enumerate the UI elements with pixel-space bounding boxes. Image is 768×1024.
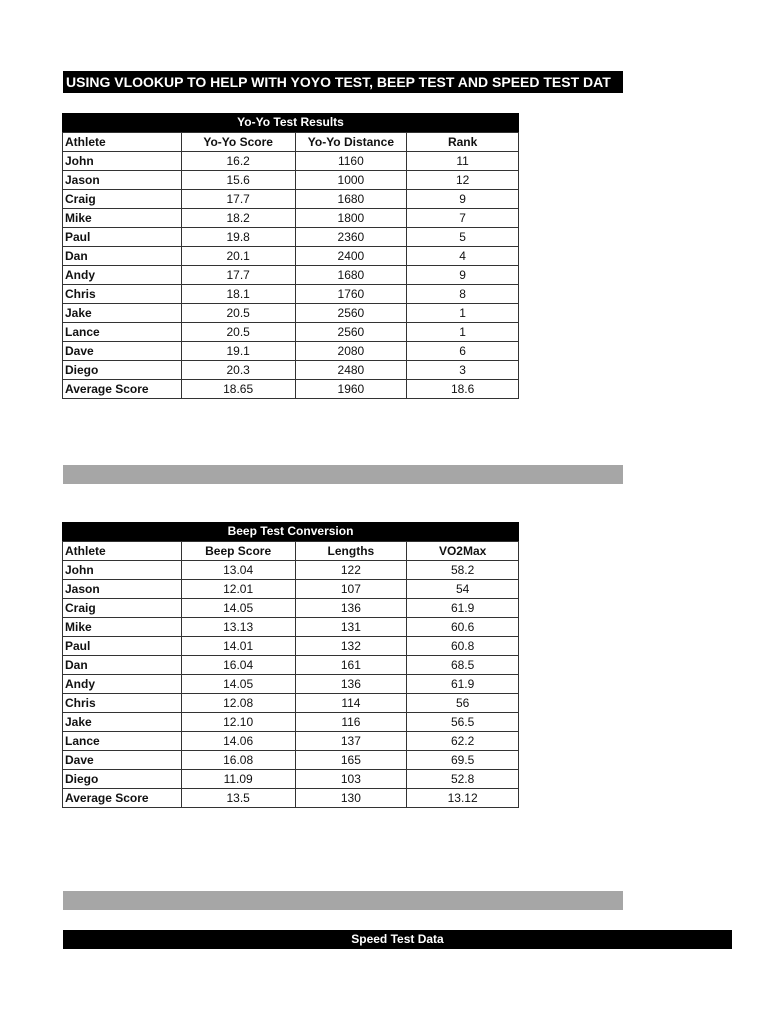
table-cell: Diego [63,770,182,789]
table-cell: Andy [63,675,182,694]
table-row [63,285,519,304]
table-cell: Jake [63,713,182,732]
table-cell: 5 [407,228,519,247]
section-divider [63,465,623,484]
table-cell: Chris [63,694,182,713]
table-cell: Lance [63,732,182,751]
table-cell: 16.08 [181,751,295,770]
table-cell: Dave [63,751,182,770]
column-header: Yo-Yo Score [181,133,295,152]
table-cell: 12.10 [181,713,295,732]
table-cell: 2360 [295,228,407,247]
table-row [63,637,519,656]
table-cell: 2560 [295,323,407,342]
table-cell: 116 [295,713,407,732]
table-cell: 1160 [295,152,407,171]
header-row [63,133,519,152]
table-cell: 9 [407,266,519,285]
table-cell: Mike [63,209,182,228]
table-cell: 6 [407,342,519,361]
table-cell: 131 [295,618,407,637]
table-row [63,209,519,228]
table-cell: Jason [63,171,182,190]
table-cell: 14.06 [181,732,295,751]
header-row [63,542,519,561]
table-row [63,599,519,618]
table-cell: 7 [407,209,519,228]
table-cell: 13.04 [181,561,295,580]
table-cell: 3 [407,361,519,380]
table-cell: 15.6 [181,171,295,190]
table-cell: 2560 [295,304,407,323]
table-cell: 12.01 [181,580,295,599]
column-header: Athlete [63,133,182,152]
table-cell: Craig [63,599,182,618]
table-cell: 136 [295,675,407,694]
table-cell: 69.5 [407,751,519,770]
table-row [63,323,519,342]
table-cell: 2080 [295,342,407,361]
table-cell: 1 [407,323,519,342]
table-cell: Average Score [63,789,182,808]
table-cell: 18.1 [181,285,295,304]
table-row [63,656,519,675]
table-cell: 1000 [295,171,407,190]
table-row [63,732,519,751]
table-cell: 1680 [295,190,407,209]
column-header: Athlete [63,542,182,561]
table-cell: 16.04 [181,656,295,675]
table-cell: Average Score [63,380,182,399]
table-row [63,580,519,599]
table-cell: 16.2 [181,152,295,171]
table-cell: 13.12 [407,789,519,808]
table-cell: 20.5 [181,304,295,323]
beep-conversion-table [62,522,519,808]
table-cell: 132 [295,637,407,656]
table-cell: 165 [295,751,407,770]
table-cell: 2400 [295,247,407,266]
table-cell: 122 [295,561,407,580]
table-cell: 136 [295,599,407,618]
table-row [63,361,519,380]
table-cell: 1680 [295,266,407,285]
table-cell: John [63,561,182,580]
table-cell: Chris [63,285,182,304]
table-cell: Dan [63,247,182,266]
table-cell: Lance [63,323,182,342]
column-header: VO2Max [407,542,519,561]
table-cell: 4 [407,247,519,266]
table-row [63,675,519,694]
table-cell: John [63,152,182,171]
table-cell: 54 [407,580,519,599]
table-cell: 12.08 [181,694,295,713]
table-cell: 1760 [295,285,407,304]
table-row [63,152,519,171]
table-cell: 18.6 [407,380,519,399]
table-cell: 12 [407,171,519,190]
beep-table-caption: Beep Test Conversion [62,522,519,541]
table-cell: 20.5 [181,323,295,342]
table-cell: 68.5 [407,656,519,675]
table-row [63,694,519,713]
table-cell: 137 [295,732,407,751]
table-cell: 20.1 [181,247,295,266]
table-cell: Diego [63,361,182,380]
table-cell: 161 [295,656,407,675]
table-cell: Jason [63,580,182,599]
table-cell: 61.9 [407,599,519,618]
table-cell: 18.65 [181,380,295,399]
table-cell: Jake [63,304,182,323]
table-cell: 1 [407,304,519,323]
table-cell: Dave [63,342,182,361]
average-row [63,789,519,808]
table-row [63,171,519,190]
table-cell: Andy [63,266,182,285]
table-row [63,266,519,285]
column-header: Yo-Yo Distance [295,133,407,152]
table-cell: 9 [407,190,519,209]
table-cell: 18.2 [181,209,295,228]
table-cell: 62.2 [407,732,519,751]
table-cell: 1960 [295,380,407,399]
table-cell: 13.13 [181,618,295,637]
table-row [63,618,519,637]
table-cell: 19.1 [181,342,295,361]
table-cell: Paul [63,637,182,656]
page-title: USING VLOOKUP TO HELP WITH YOYO TEST, BEEP TEST AND SPEED TEST DAT [63,71,623,93]
table-cell: 14.01 [181,637,295,656]
table-cell: 17.7 [181,190,295,209]
table-cell: 114 [295,694,407,713]
table-row [63,190,519,209]
table-cell: 61.9 [407,675,519,694]
table-cell: 14.05 [181,599,295,618]
yoyo-table-caption: Yo-Yo Test Results [62,113,519,132]
table-row [63,228,519,247]
table-row [63,713,519,732]
table-cell: 52.8 [407,770,519,789]
table-cell: 20.3 [181,361,295,380]
column-header: Rank [407,133,519,152]
table-row [63,561,519,580]
average-row [63,380,519,399]
table-cell: 11 [407,152,519,171]
table-row [63,770,519,789]
yoyo-results-table [62,113,519,399]
table-cell: 103 [295,770,407,789]
table-cell: 60.8 [407,637,519,656]
speed-test-header: Speed Test Data [63,930,732,949]
column-header: Beep Score [181,542,295,561]
column-header: Lengths [295,542,407,561]
table-cell: 19.8 [181,228,295,247]
table-cell: Dan [63,656,182,675]
table-row [63,247,519,266]
table-cell: 2480 [295,361,407,380]
table-cell: 17.7 [181,266,295,285]
table-cell: Paul [63,228,182,247]
table-cell: 60.6 [407,618,519,637]
table-cell: 58.2 [407,561,519,580]
table-cell: 13.5 [181,789,295,808]
table-cell: 8 [407,285,519,304]
section-divider [63,891,623,910]
table-row [63,751,519,770]
table-cell: 14.05 [181,675,295,694]
table-row [63,342,519,361]
table-cell: 56 [407,694,519,713]
table-cell: Craig [63,190,182,209]
table-cell: Mike [63,618,182,637]
table-cell: 56.5 [407,713,519,732]
table-cell: 11.09 [181,770,295,789]
table-row [63,304,519,323]
table-cell: 107 [295,580,407,599]
table-cell: 130 [295,789,407,808]
table-cell: 1800 [295,209,407,228]
